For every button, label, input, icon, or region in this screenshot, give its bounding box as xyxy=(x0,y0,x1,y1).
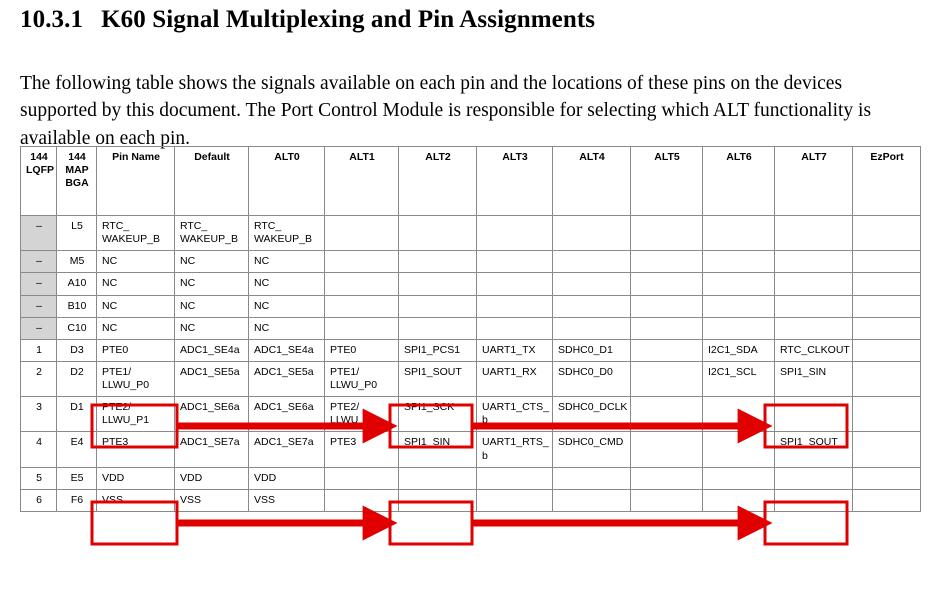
column-header-bga: 144 MAP BGA xyxy=(57,147,97,216)
cell-alt5 xyxy=(631,397,703,432)
cell-alt6 xyxy=(703,432,775,467)
section-title: K60 Signal Multiplexing and Pin Assignments xyxy=(101,6,596,33)
column-header-alt3: ALT3 xyxy=(477,147,553,216)
cell-alt3: UART1_RTS_ b xyxy=(477,432,553,467)
cell-lqfp: – xyxy=(21,317,57,339)
cell-ezport xyxy=(853,397,921,432)
cell-alt4: SDHC0_DCLK xyxy=(553,397,631,432)
cell-alt6 xyxy=(703,295,775,317)
cell-bga: C10 xyxy=(57,317,97,339)
cell-alt0: NC xyxy=(249,295,325,317)
table-row xyxy=(21,251,921,273)
cell-alt3 xyxy=(477,273,553,295)
cell-pin_name: PTE1/ LLWU_P0 xyxy=(97,361,175,396)
cell-lqfp: 5 xyxy=(21,467,57,489)
table-row xyxy=(21,317,921,339)
cell-alt0: VSS xyxy=(249,489,325,511)
cell-alt5 xyxy=(631,467,703,489)
cell-pin_name: PTE3 xyxy=(97,432,175,467)
cell-default: ADC1_SE7a xyxy=(175,432,249,467)
cell-lqfp: – xyxy=(21,216,57,251)
cell-lqfp: – xyxy=(21,273,57,295)
cell-default: RTC_ WAKEUP_B xyxy=(175,216,249,251)
cell-alt3 xyxy=(477,467,553,489)
table-row xyxy=(21,273,921,295)
cell-ezport xyxy=(853,361,921,396)
column-header-alt4: ALT4 xyxy=(553,147,631,216)
cell-alt3 xyxy=(477,317,553,339)
cell-ezport xyxy=(853,317,921,339)
cell-ezport xyxy=(853,432,921,467)
cell-alt4: SDHC0_D0 xyxy=(553,361,631,396)
column-header-alt1: ALT1 xyxy=(325,147,399,216)
cell-alt0: NC xyxy=(249,273,325,295)
cell-pin_name: NC xyxy=(97,251,175,273)
cell-bga: D2 xyxy=(57,361,97,396)
cell-pin_name: PTE0 xyxy=(97,339,175,361)
cell-alt1 xyxy=(325,317,399,339)
cell-alt7 xyxy=(775,216,853,251)
cell-alt7 xyxy=(775,317,853,339)
cell-lqfp: 4 xyxy=(21,432,57,467)
cell-alt1 xyxy=(325,295,399,317)
cell-default: NC xyxy=(175,295,249,317)
table-row xyxy=(21,489,921,511)
cell-alt1: PTE0 xyxy=(325,339,399,361)
cell-alt2: SPI1_SCK xyxy=(399,397,477,432)
cell-alt0: ADC1_SE7a xyxy=(249,432,325,467)
cell-default: NC xyxy=(175,251,249,273)
cell-alt2 xyxy=(399,467,477,489)
cell-alt1 xyxy=(325,273,399,295)
cell-alt0: VDD xyxy=(249,467,325,489)
intro-paragraph: The following table shows the signals available on each pin and the locations of these pins on the devices supported by this document. The Port Control Module is responsible for selecting which ALT functionality is available on each pin. xyxy=(20,72,872,149)
cell-alt4 xyxy=(553,489,631,511)
cell-lqfp: 3 xyxy=(21,397,57,432)
cell-lqfp: 1 xyxy=(21,339,57,361)
cell-alt2 xyxy=(399,273,477,295)
cell-alt6 xyxy=(703,397,775,432)
cell-alt5 xyxy=(631,317,703,339)
cell-alt0: ADC1_SE4a xyxy=(249,339,325,361)
cell-alt4 xyxy=(553,317,631,339)
cell-alt4: SDHC0_D1 xyxy=(553,339,631,361)
cell-pin_name: NC xyxy=(97,273,175,295)
cell-lqfp: 6 xyxy=(21,489,57,511)
cell-alt2 xyxy=(399,216,477,251)
column-header-alt6: ALT6 xyxy=(703,147,775,216)
cell-alt1: PTE2/ LLWU_P1 xyxy=(325,397,399,432)
cell-alt2 xyxy=(399,317,477,339)
cell-pin_name: VDD xyxy=(97,467,175,489)
cell-lqfp: – xyxy=(21,295,57,317)
cell-alt3 xyxy=(477,489,553,511)
cell-alt4 xyxy=(553,251,631,273)
column-header-default: Default xyxy=(175,147,249,216)
cell-alt7 xyxy=(775,489,853,511)
cell-alt2 xyxy=(399,295,477,317)
cell-alt6 xyxy=(703,467,775,489)
cell-alt0: ADC1_SE5a xyxy=(249,361,325,396)
cell-pin_name: RTC_ WAKEUP_B xyxy=(97,216,175,251)
cell-alt7 xyxy=(775,295,853,317)
cell-alt0: ADC1_SE6a xyxy=(249,397,325,432)
cell-pin_name: PTE2/ LLWU_P1 xyxy=(97,397,175,432)
cell-ezport xyxy=(853,295,921,317)
cell-alt3: UART1_CTS_ b xyxy=(477,397,553,432)
cell-alt2 xyxy=(399,489,477,511)
table-row xyxy=(21,295,921,317)
table-row xyxy=(21,361,921,396)
cell-bga: B10 xyxy=(57,295,97,317)
cell-alt5 xyxy=(631,339,703,361)
cell-alt4: SDHC0_CMD xyxy=(553,432,631,467)
cell-ezport xyxy=(853,251,921,273)
table-row xyxy=(21,339,921,361)
cell-alt6 xyxy=(703,489,775,511)
cell-alt7 xyxy=(775,467,853,489)
cell-alt5 xyxy=(631,432,703,467)
cell-alt6: I2C1_SCL xyxy=(703,361,775,396)
cell-alt0: NC xyxy=(249,317,325,339)
cell-alt5 xyxy=(631,489,703,511)
cell-alt1: PTE3 xyxy=(325,432,399,467)
cell-alt5 xyxy=(631,273,703,295)
cell-alt5 xyxy=(631,216,703,251)
cell-lqfp: – xyxy=(21,251,57,273)
column-header-alt2: ALT2 xyxy=(399,147,477,216)
cell-bga: E4 xyxy=(57,432,97,467)
cell-alt2: SPI1_SOUT xyxy=(399,361,477,396)
cell-alt5 xyxy=(631,251,703,273)
cell-bga: D1 xyxy=(57,397,97,432)
cell-alt6 xyxy=(703,251,775,273)
cell-alt3: UART1_RX xyxy=(477,361,553,396)
pin-assignment-table xyxy=(20,146,921,512)
cell-alt0: RTC_ WAKEUP_B xyxy=(249,216,325,251)
cell-alt4 xyxy=(553,273,631,295)
cell-default: NC xyxy=(175,317,249,339)
cell-alt2: SPI1_PCS1 xyxy=(399,339,477,361)
cell-bga: F6 xyxy=(57,489,97,511)
table-body xyxy=(21,216,921,512)
cell-alt6 xyxy=(703,216,775,251)
table-row xyxy=(21,216,921,251)
cell-alt1 xyxy=(325,216,399,251)
section-heading xyxy=(20,6,595,34)
table-row xyxy=(21,432,921,467)
cell-alt5 xyxy=(631,295,703,317)
cell-alt0: NC xyxy=(249,251,325,273)
cell-default: VSS xyxy=(175,489,249,511)
table-header-row xyxy=(21,147,921,216)
cell-alt6 xyxy=(703,317,775,339)
cell-alt1 xyxy=(325,489,399,511)
cell-alt4 xyxy=(553,295,631,317)
cell-bga: L5 xyxy=(57,216,97,251)
pin-assignment-table-container xyxy=(20,146,920,512)
cell-alt7 xyxy=(775,397,853,432)
cell-pin_name: VSS xyxy=(97,489,175,511)
cell-lqfp: 2 xyxy=(21,361,57,396)
cell-alt1 xyxy=(325,467,399,489)
cell-alt7: SPI1_SIN xyxy=(775,361,853,396)
cell-alt7: SPI1_SOUT xyxy=(775,432,853,467)
cell-alt2: SPI1_SIN xyxy=(399,432,477,467)
cell-alt2 xyxy=(399,251,477,273)
table-row xyxy=(21,397,921,432)
cell-pin_name: NC xyxy=(97,317,175,339)
cell-alt3 xyxy=(477,251,553,273)
column-header-ezport: EzPort xyxy=(853,147,921,216)
table-row xyxy=(21,467,921,489)
cell-default: ADC1_SE4a xyxy=(175,339,249,361)
cell-pin_name: NC xyxy=(97,295,175,317)
column-header-alt7: ALT7 xyxy=(775,147,853,216)
cell-bga: A10 xyxy=(57,273,97,295)
cell-alt1: PTE1/ LLWU_P0 xyxy=(325,361,399,396)
cell-default: ADC1_SE5a xyxy=(175,361,249,396)
cell-bga: M5 xyxy=(57,251,97,273)
cell-alt4 xyxy=(553,467,631,489)
column-header-lqfp: 144 LQFP xyxy=(21,147,57,216)
cell-default: ADC1_SE6a xyxy=(175,397,249,432)
cell-bga: E5 xyxy=(57,467,97,489)
cell-alt6: I2C1_SDA xyxy=(703,339,775,361)
cell-alt6 xyxy=(703,273,775,295)
cell-alt3 xyxy=(477,216,553,251)
cell-default: NC xyxy=(175,273,249,295)
column-header-pin-name: Pin Name xyxy=(97,147,175,216)
cell-ezport xyxy=(853,216,921,251)
cell-ezport xyxy=(853,467,921,489)
cell-ezport xyxy=(853,273,921,295)
section-number: 10.3.1 xyxy=(20,6,84,33)
cell-alt1 xyxy=(325,251,399,273)
cell-bga: D3 xyxy=(57,339,97,361)
cell-alt7: RTC_CLKOUT xyxy=(775,339,853,361)
cell-ezport xyxy=(853,489,921,511)
cell-alt5 xyxy=(631,361,703,396)
column-header-alt5: ALT5 xyxy=(631,147,703,216)
column-header-alt0: ALT0 xyxy=(249,147,325,216)
cell-default: VDD xyxy=(175,467,249,489)
cell-alt3 xyxy=(477,295,553,317)
cell-ezport xyxy=(853,339,921,361)
cell-alt3: UART1_TX xyxy=(477,339,553,361)
cell-alt7 xyxy=(775,273,853,295)
cell-alt7 xyxy=(775,251,853,273)
cell-alt4 xyxy=(553,216,631,251)
